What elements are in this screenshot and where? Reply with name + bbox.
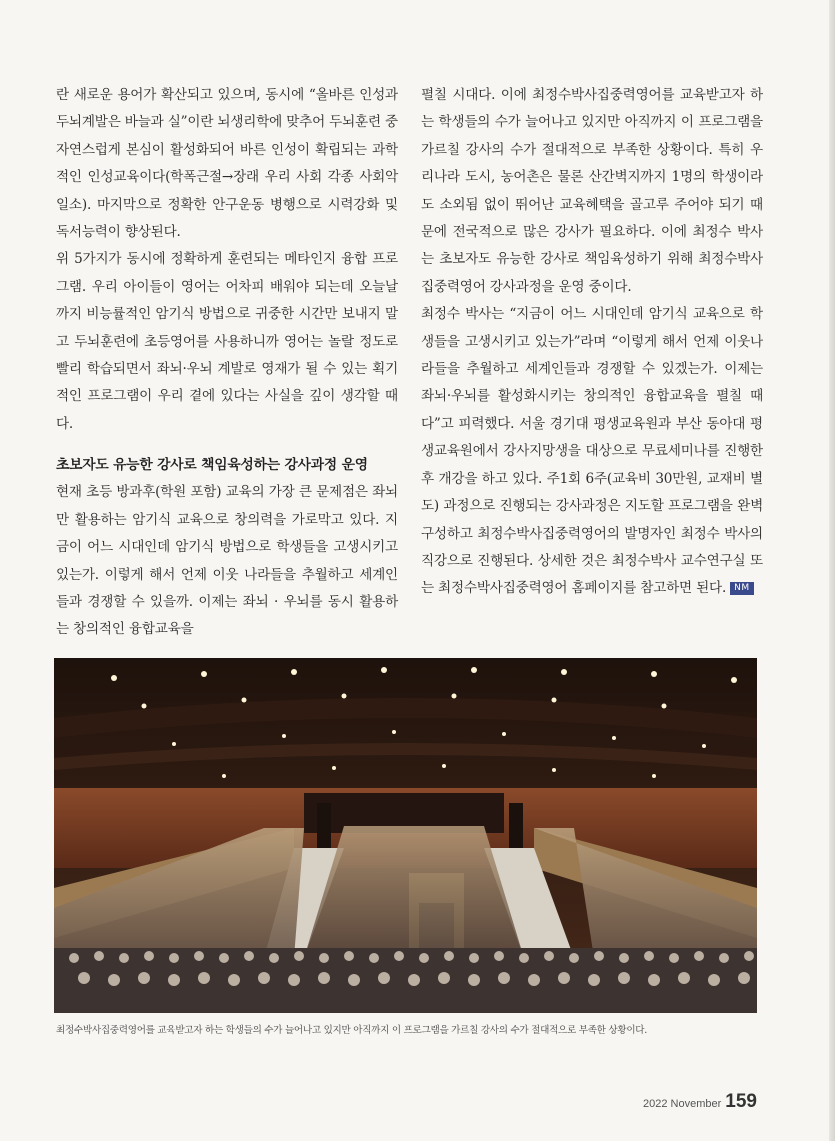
auditorium-illustration: [54, 658, 757, 1013]
page-number: 159: [725, 1091, 757, 1112]
body-paragraph-text: 최정수 박사는 “지금이 어느 시대인데 암기식 교육으로 학생들을 고생시키고 있는가”라며 “이렇게 해서 언제 이웃나라들을 추월하고 세계인들과 경쟁할 수 있겠는가. 이제는 좌뇌·우뇌를 활성화시키는 창의적인 융합교육을 펼칠 때다”고 피력했다. 서울 경기대 평생교육원과 부산 동아대 평생교육원에서 강사지망생을 대상으로 무료세미나를 진행한 후 개강을 하고 있다. 주1회 6주(교육비 30만원, 교재비 별도) 과정으로 진행되는 강사과정은 지도할 프로그램을 완벽 구성하고 최정수박사집중력영어의 발명자인 최정수 박사의 직강으로 진행된다. 상세한 것은 최정수박사 교수연구실 또는 최정수박사집중력영어 홈페이지를 참고하면 된다.: [421, 306, 763, 597]
photo-caption: 최정수박사집중력영어를 교육받고자 하는 학생들의 수가 늘어나고 있지만 아직까지 이 프로그램을 가르칠 강사의 수가 절대적으로 부족한 상황이다.: [56, 1025, 648, 1036]
right-column: [421, 82, 763, 603]
page-edge: [829, 0, 835, 1141]
body-paragraph: 란 새로운 용어가 확산되고 있으며, 동시에 “올바른 인성과 두뇌계발은 바늘과 실”이란 뇌생리학에 맞추어 두뇌훈련 중 자연스럽게 본심이 활성화되어 바른 인성이 확립되는 과학적인 인성교육이다(학폭근절→장래 우리 사회 각종 사회악 일소). 마지막으로 정확한 안구운동 병행으로 시력강화 및 독서능력이 향상된다.: [56, 87, 398, 241]
body-paragraph: 펼칠 시대다. 이에 최정수박사집중력영어를 교육받고자 하는 학생들의 수가 늘어나고 있지만 아직까지 이 프로그램을 가르칠 강사의 수가 절대적으로 부족한 상황이다. 특히 우리나라 도시, 농어촌은 물론 산간벽지까지 1명의 학생이라도 소외됨 없이 뛰어난 교육혜택을 골고루 주어야 되기 때문에 전국적으로 많은 강사가 필요하다. 이에 최정수 박사는 초보자도 유능한 강사로 책임육성하기 위해 최정수박사집중력영어 강사과정을 운영 중이다.: [421, 87, 763, 295]
body-paragraph: [421, 301, 763, 602]
body-paragraph: 위 5가지가 동시에 정확하게 훈련되는 메타인지 융합 프로그램. 우리 아이들이 영어는 어차피 배워야 되는데 오늘날까지 비능률적인 암기식 방법으로 귀중한 시간만 보내지 말고 두뇌훈련에 초등영어를 사용하니까 영어는 놀랄 정도로 빨리 학습되면서 좌뇌·우뇌 계발로 영재가 될 수 있는 획기적인 프로그램이 우리 곁에 있다는 사실을 깊이 생각할 때다.: [56, 251, 398, 432]
body-paragraph: 현재 초등 방과후(학원 포함) 교육의 가장 큰 문제점은 좌뇌만 활용하는 암기식 교육으로 창의력을 가로막고 있다. 지금이 어느 시대인데 암기식 방법으로 학생들을 고생시키고 있는가. 이렇게 해서 언제 이웃 나라들을 추월하고 세계인들과 경쟁할 수 있을까. 이제는 좌뇌 · 우뇌를 동시 활용하는 창의적인 융합교육을: [56, 484, 398, 638]
section-subheading: 초보자도 유능한 강사로 책임육성하는 강사과정 운영: [56, 457, 368, 474]
end-mark-badge: NM: [730, 582, 754, 595]
left-column: [56, 82, 398, 644]
auditorium-photo: [54, 658, 757, 1013]
page-folio: [643, 1091, 757, 1113]
issue-label: 2022 November: [643, 1098, 722, 1110]
